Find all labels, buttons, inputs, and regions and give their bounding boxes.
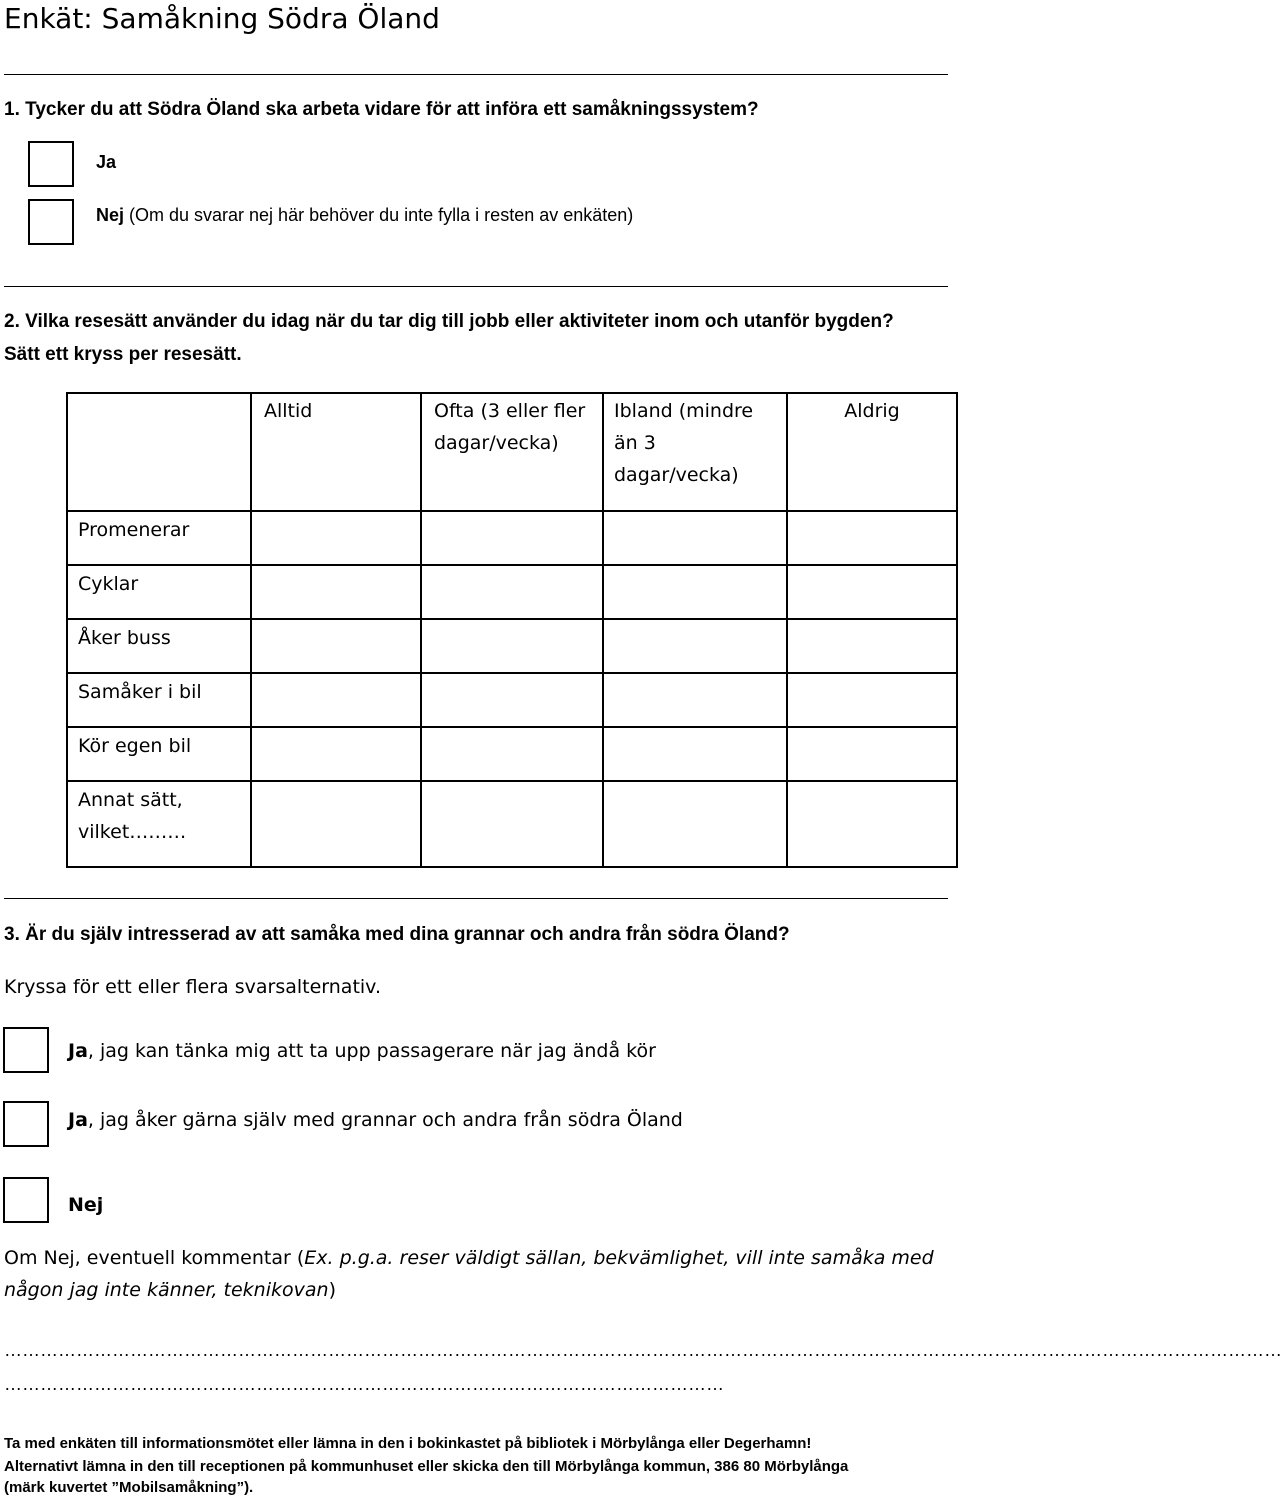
footer-line-3: (märk kuvertet ”Mobilsamåkning”).: [4, 1479, 254, 1496]
column-header-aldrig: Aldrig: [787, 393, 957, 511]
footer-line-1: Ta med enkäten till informationsmötet eller lämna in den i bokinkastet på bibliotek i Mörbylånga eller Degerhamn!: [4, 1435, 812, 1452]
column-header-ofta: Ofta (3 eller fler dagar/vecka): [421, 393, 603, 511]
q3-option-3-label: Nej: [68, 1194, 104, 1216]
comment-line-1[interactable]: ……………………………………………………………………………………………………………………………………………………………………………………………: [4, 1340, 1282, 1360]
comment-line-2[interactable]: …………………………………………………………………………………………………………: [4, 1374, 724, 1394]
question-3-instruction: Kryssa för ett eller flera svarsalternativ.: [4, 976, 381, 998]
column-header-ibland: Ibland (mindre än 3 dagar/vecka): [603, 393, 787, 511]
row-label-cyklar: Cyklar: [67, 565, 251, 619]
row-label-kor-egen-bil: Kör egen bil: [67, 727, 251, 781]
q1-ja-label: Ja: [96, 152, 117, 172]
table-row: [67, 511, 957, 565]
q3-option-1-checkbox[interactable]: [3, 1027, 49, 1073]
cell-annat-alltid[interactable]: [251, 781, 421, 867]
cell-kor-egen-bil-aldrig[interactable]: [787, 727, 957, 781]
table-row: [67, 565, 957, 619]
cell-samaker-alltid[interactable]: [251, 673, 421, 727]
cell-samaker-ofta[interactable]: [421, 673, 603, 727]
cell-kor-egen-bil-ofta[interactable]: [421, 727, 603, 781]
cell-cyklar-alltid[interactable]: [251, 565, 421, 619]
row-label-promenerar: Promenerar: [67, 511, 251, 565]
q1-nej-checkbox[interactable]: [28, 199, 74, 245]
row-label-samaker-i-bil: Samåker i bil: [67, 673, 251, 727]
cell-annat-ibland[interactable]: [603, 781, 787, 867]
q1-ja-checkbox[interactable]: [28, 141, 74, 187]
cell-promenerar-aldrig[interactable]: [787, 511, 957, 565]
transport-grid: [66, 392, 958, 868]
cell-annat-ofta[interactable]: [421, 781, 603, 867]
question-3: 3. Är du själv intresserad av att samåka med dina grannar och andra från södra Öland?: [4, 924, 790, 945]
cell-kor-egen-bil-alltid[interactable]: [251, 727, 421, 781]
cell-samaker-aldrig[interactable]: [787, 673, 957, 727]
grid-corner: [67, 393, 251, 511]
q3-option-2-checkbox[interactable]: [3, 1101, 49, 1147]
cell-cyklar-ofta[interactable]: [421, 565, 603, 619]
cell-annat-aldrig[interactable]: [787, 781, 957, 867]
cell-promenerar-alltid[interactable]: [251, 511, 421, 565]
q3-option-2-label: Ja, jag åker gärna själv med grannar och andra från södra Öland: [68, 1109, 683, 1131]
row-label-annat-satt: Annat sätt, vilket………: [67, 781, 251, 867]
q3-option-3-checkbox[interactable]: [3, 1177, 49, 1223]
cell-samaker-ibland[interactable]: [603, 673, 787, 727]
section-divider: [4, 898, 948, 899]
cell-aker-buss-ibland[interactable]: [603, 619, 787, 673]
cell-aker-buss-alltid[interactable]: [251, 619, 421, 673]
column-header-alltid: Alltid: [251, 393, 421, 511]
q3-option-1-label: Ja, jag kan tänka mig att ta upp passagerare när jag ändå kör: [68, 1040, 656, 1062]
cell-kor-egen-bil-ibland[interactable]: [603, 727, 787, 781]
comment-prompt: Om Nej, eventuell kommentar (Ex. p.g.a. reser väldigt sällan, bekvämlighet, vill inte samåka med: [4, 1247, 934, 1269]
question-2-instruction: Sätt ett kryss per resesätt.: [4, 344, 242, 365]
cell-promenerar-ibland[interactable]: [603, 511, 787, 565]
cell-promenerar-ofta[interactable]: [421, 511, 603, 565]
section-divider: [4, 74, 948, 75]
cell-cyklar-aldrig[interactable]: [787, 565, 957, 619]
page-title: Enkät: Samåkning Södra Öland: [4, 2, 440, 35]
cell-aker-buss-ofta[interactable]: [421, 619, 603, 673]
table-row: [67, 673, 957, 727]
q1-nej-label: Nej (Om du svarar nej här behöver du inte fylla i resten av enkäten): [96, 205, 634, 225]
footer-line-2: Alternativt lämna in den till receptionen på kommunhuset eller skicka den till Mörbylånga kommun, 386 80 Mörbylånga: [4, 1458, 849, 1475]
question-1: 1. Tycker du att Södra Öland ska arbeta vidare för att införa ett samåkningssystem?: [4, 99, 759, 120]
table-row: [67, 619, 957, 673]
row-label-aker-buss: Åker buss: [67, 619, 251, 673]
cell-aker-buss-aldrig[interactable]: [787, 619, 957, 673]
cell-cyklar-ibland[interactable]: [603, 565, 787, 619]
comment-prompt-continued: någon jag inte känner, teknikovan): [4, 1279, 336, 1301]
table-row: [67, 727, 957, 781]
question-2: 2. Vilka resesätt använder du idag när du tar dig till jobb eller aktiviteter inom och utanför bygden?: [4, 311, 894, 332]
table-row: [67, 781, 957, 867]
section-divider: [4, 286, 948, 287]
